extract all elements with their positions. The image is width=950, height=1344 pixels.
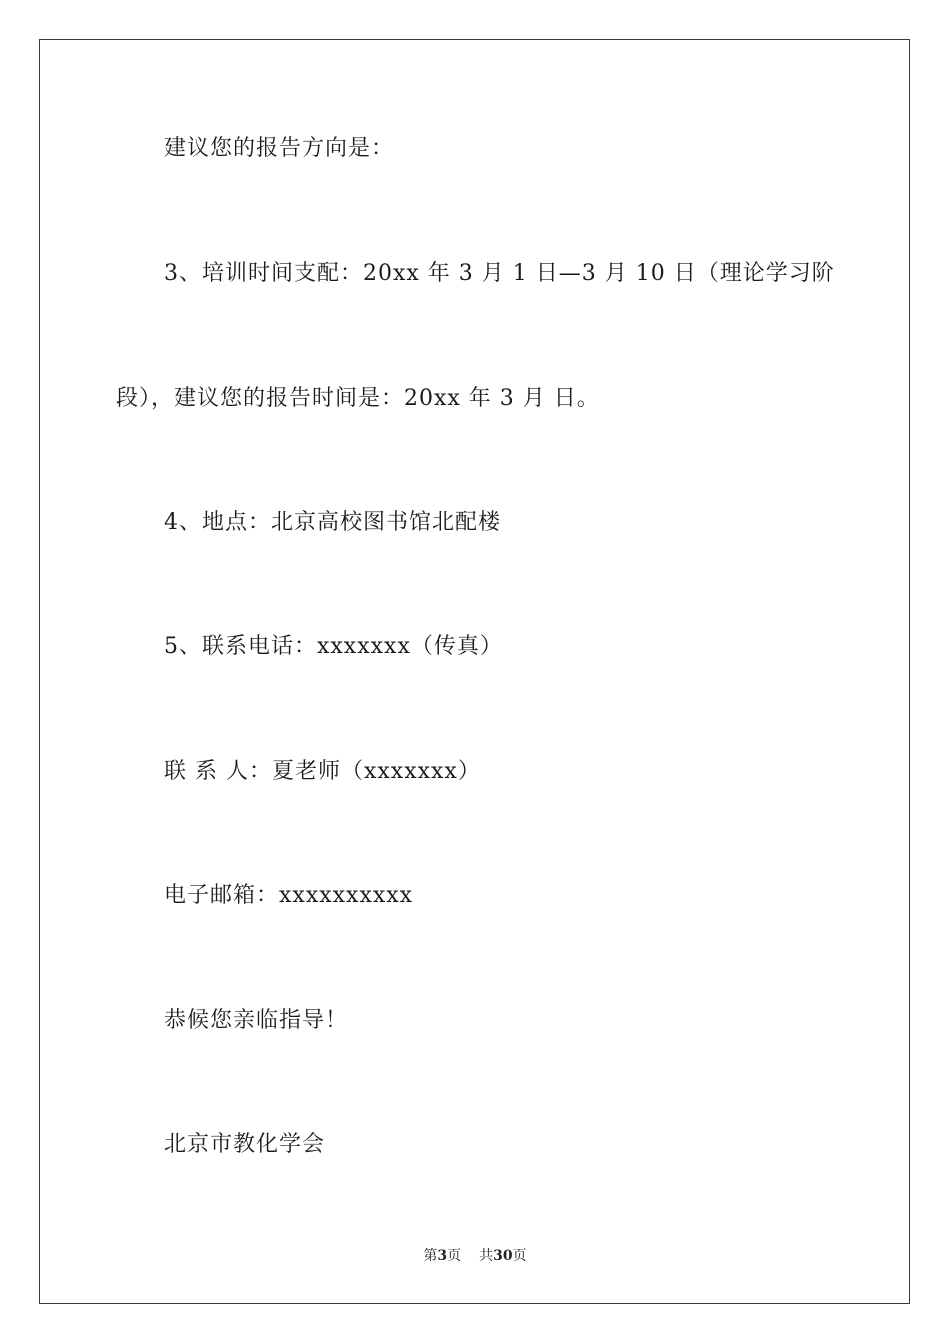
footer-total-suffix: 页 bbox=[512, 1248, 527, 1264]
paragraph-training-time-continued: 段），建议您的报告时间是：20xx 年 3 月 日。 bbox=[116, 386, 600, 411]
page-footer bbox=[0, 1246, 950, 1266]
paragraph-signature: 北京市教化学会 bbox=[164, 1132, 326, 1157]
footer-page-suffix: 页 bbox=[447, 1248, 462, 1264]
paragraph-phone: 5、联系电话：xxxxxxx（传真） bbox=[164, 634, 503, 659]
paragraph-location: 4、地点：北京高校图书馆北配楼 bbox=[164, 510, 501, 535]
paragraph-training-time: 3、培训时间支配：20xx 年 3 月 1 日—3 月 10 日（理论学习阶 bbox=[164, 261, 835, 286]
paragraph-contact-person: 联 系 人：夏老师（xxxxxxx） bbox=[164, 759, 481, 784]
footer-total-prefix: 共 bbox=[479, 1248, 494, 1264]
paragraph-report-direction: 建议您的报告方向是： bbox=[164, 136, 395, 161]
paragraph-email: 电子邮箱：xxxxxxxxxx bbox=[164, 883, 414, 908]
page-border bbox=[39, 39, 910, 1304]
footer-page-prefix: 第 bbox=[423, 1248, 438, 1264]
footer-page-number: 3 bbox=[437, 1248, 448, 1264]
footer-total-pages: 30 bbox=[493, 1248, 513, 1264]
paragraph-closing: 恭候您亲临指导！ bbox=[164, 1008, 349, 1033]
